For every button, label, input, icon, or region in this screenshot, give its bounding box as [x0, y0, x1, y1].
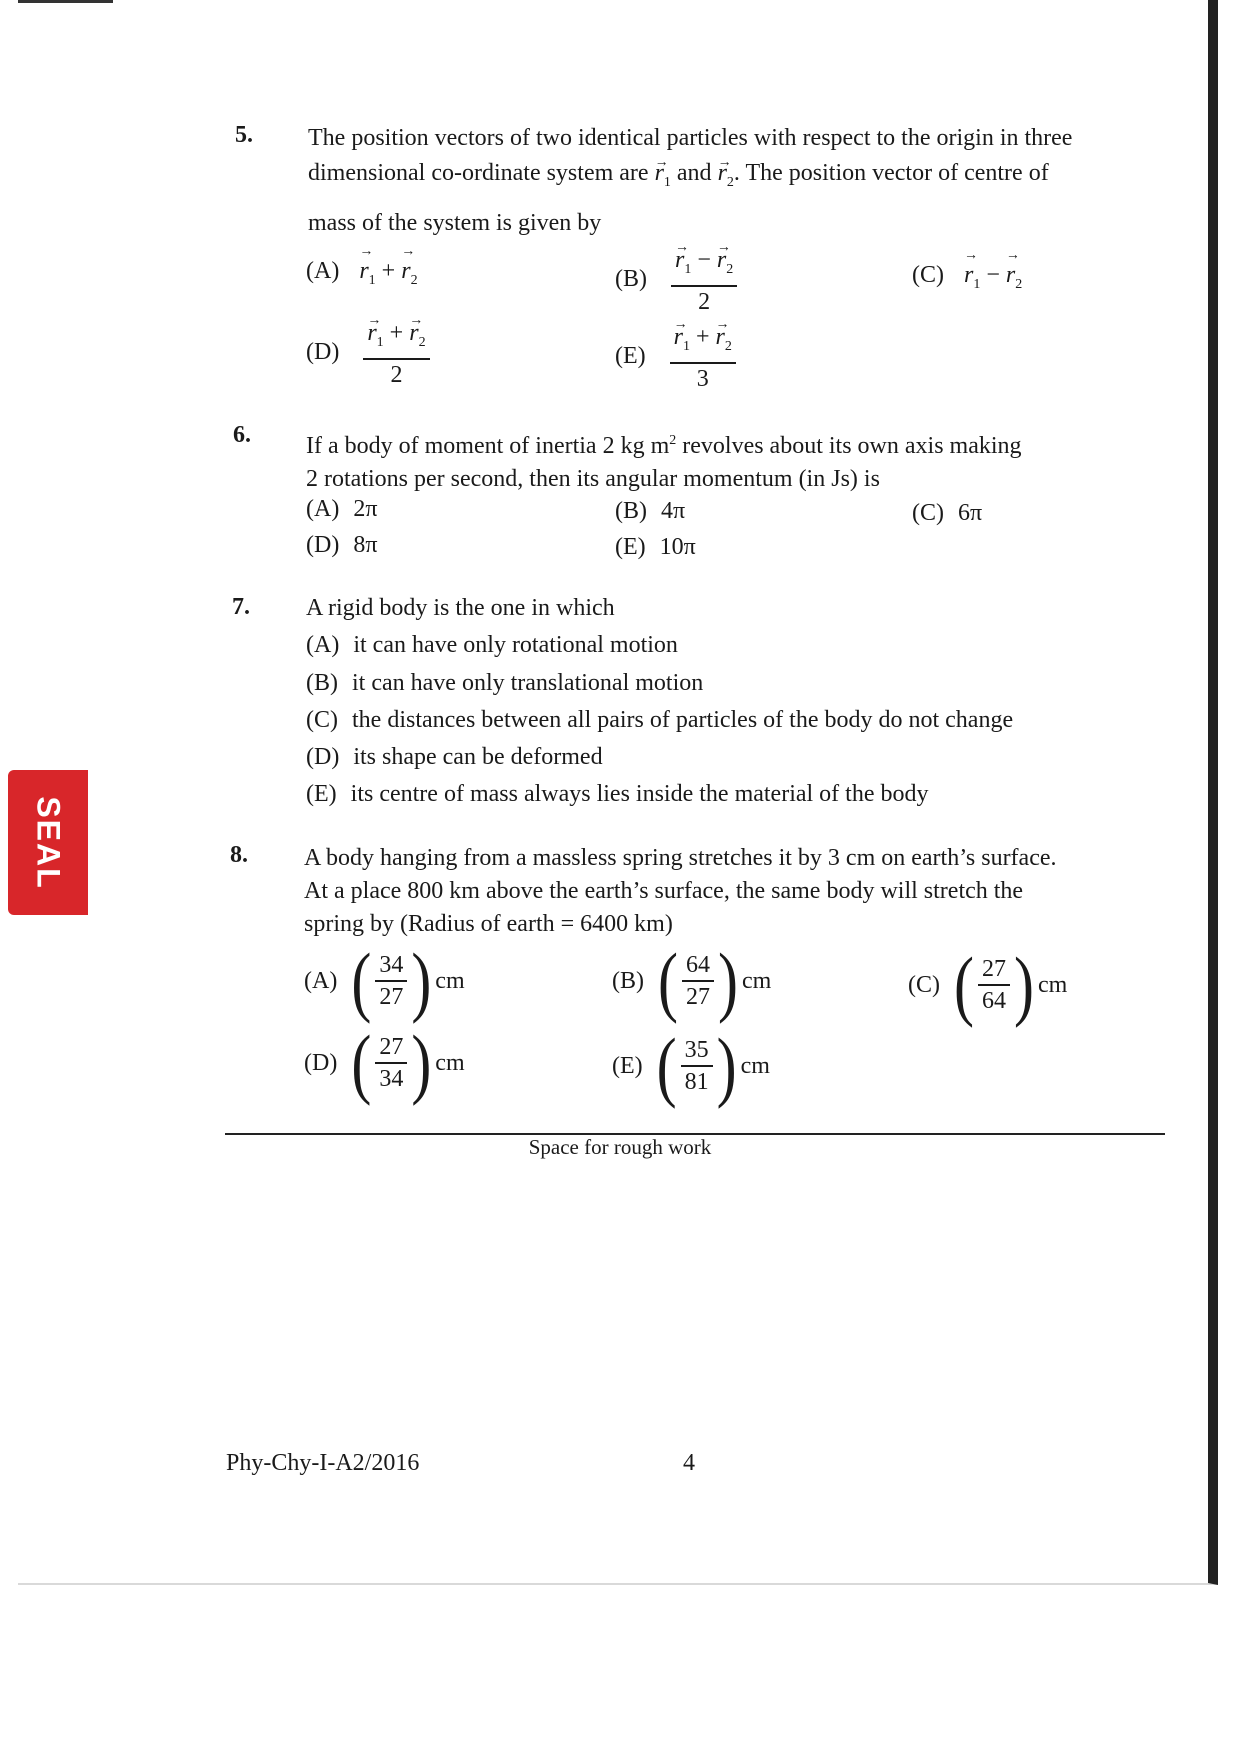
option-a[interactable]: (A) ( $\frac{34}{27}$ ) cm — [304, 938, 465, 1024]
option-a[interactable]: (A) it can have only rotational motion — [306, 632, 678, 658]
question-number: 5. — [235, 122, 253, 148]
option-d[interactable]: (D) → $\frac{r_1 + \to r_2}{2}$ — [306, 318, 434, 390]
question-text: A rigid body is the one in which — [306, 595, 615, 621]
option-e[interactable]: (E) its centre of mass always lies inside the material of the body — [306, 781, 929, 807]
option-e[interactable]: (E) → $\frac{r_1 + \to r_2}{3}$ — [615, 322, 740, 394]
question-number: 6. — [233, 422, 251, 448]
seal-tab — [8, 770, 88, 915]
option-c[interactable]: (C) ( $\frac{27}{64}$ ) cm — [908, 942, 1068, 1028]
option-c[interactable]: (C) 6π — [912, 500, 983, 526]
question-number: 8. — [230, 842, 248, 868]
fraction: → $\frac{r_1 + \to r_2}{3}$ — [670, 322, 736, 394]
rough-work-label: Space for rough work — [528, 1135, 712, 1159]
option-a[interactable]: (A) 2π — [306, 496, 378, 522]
question-text: If a body of moment of inertia 2 kg $m^2$ revolves about its own axis making 2 rotations per second, then its angular momentum (in Js) is — [306, 433, 1022, 492]
fraction: → $\frac{r_1 + \to r_2}{2}$ — [363, 318, 429, 390]
top-edge-line — [18, 0, 113, 3]
option-e[interactable]: (E) 10π — [615, 534, 696, 560]
question-number: 7. — [232, 594, 250, 620]
option-e[interactable]: (E) ( $\frac{35}{81}$ ) cm — [612, 1023, 770, 1109]
option-d[interactable]: (D) 8π — [306, 532, 378, 558]
question-text: A body hanging from a massless spring stretches it by 3 cm on earth’s surface. At a place 800 km above the earth’s surface, the same body will stretch the spring by (Radius of earth = 6400 km) — [304, 845, 1057, 937]
option-b[interactable]: (B) 4π — [615, 498, 686, 524]
option-b[interactable]: (B) → $\frac{r_1 - \to r_2}{2}$ — [615, 245, 741, 317]
option-d[interactable]: (D) ( $\frac{27}{34}$ ) cm — [304, 1020, 465, 1106]
option-c[interactable]: $(C) \to r_1$ − → $r_2$ — [912, 262, 1022, 293]
option-b[interactable]: (B) ( $\frac{64}{27}$ ) cm — [612, 938, 772, 1024]
option-d[interactable]: (D) its shape can be deformed — [306, 744, 603, 770]
option-b[interactable]: (B) it can have only translational motion — [306, 670, 704, 696]
question-text: The position vectors of two identical particles with respect to the origin in three dimensional co-ordinate system are → $r_1$ and → $r_2$. The position vector of centre of mass of the system is given by — [308, 122, 1170, 240]
option-c[interactable]: (C) the distances between all pairs of particles of the body do not change — [306, 707, 1014, 733]
option-a[interactable]: $(A) \to r_1$ + → $r_2$ — [306, 258, 418, 289]
seal-label: SEAL — [30, 795, 67, 890]
paper-code: Phy-Chy-I-A2/2016 — [226, 1450, 420, 1476]
page-number: 4 — [683, 1450, 695, 1476]
fraction: → $\frac{r_1 - \to r_2}{2}$ — [671, 245, 737, 317]
